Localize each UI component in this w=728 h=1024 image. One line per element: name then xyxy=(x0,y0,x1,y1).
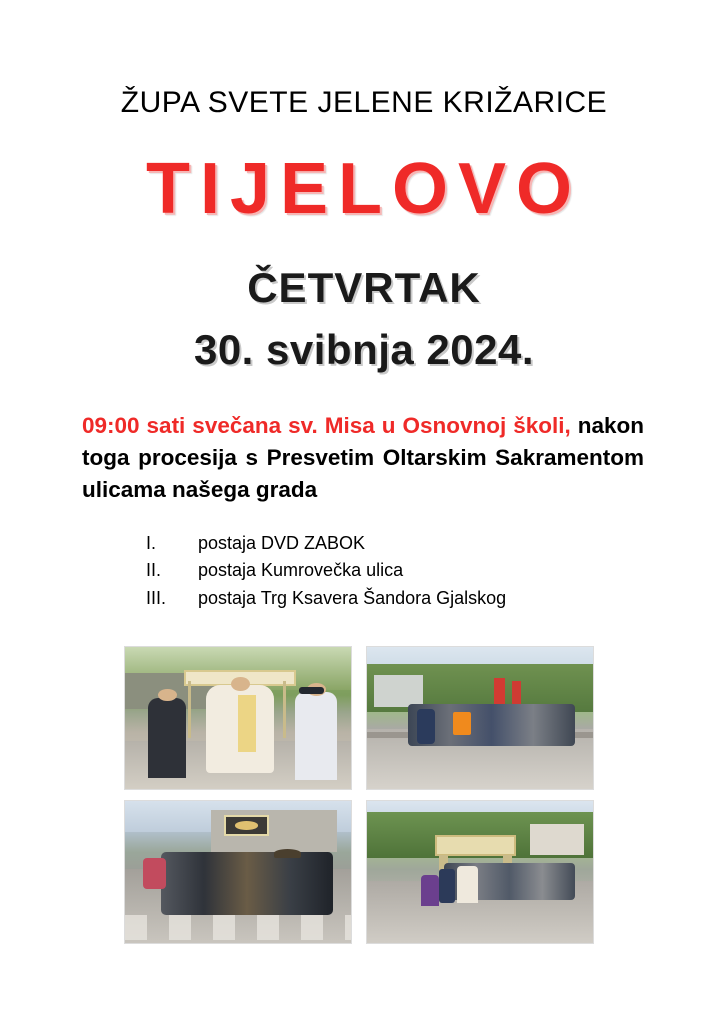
station-label: postaja Kumrovečka ulica xyxy=(198,560,404,581)
photo-street-with-flags xyxy=(366,646,594,790)
photo-grid xyxy=(124,646,604,944)
station-label: postaja Trg Ksavera Šandora Gjalskog xyxy=(198,587,507,608)
photo-officer xyxy=(417,709,435,743)
photo-safety-vest xyxy=(453,712,471,735)
list-item xyxy=(146,585,684,612)
date-heading: 30. svibnja 2024. xyxy=(193,326,535,373)
station-numeral: II. xyxy=(146,560,162,581)
station-label: postaja DVD ZABOK xyxy=(198,532,366,553)
photo-person-in-red xyxy=(143,858,166,889)
photo-cap xyxy=(299,687,324,694)
photo-priest-figure xyxy=(457,866,477,903)
photo-men-crosswalk xyxy=(124,800,352,944)
list-item xyxy=(146,557,684,584)
station-numeral: I. xyxy=(146,532,157,553)
list-item xyxy=(146,530,684,557)
photo-group-of-men xyxy=(161,852,333,914)
parish-title: ŽUPA SVETE JELENE KRIŽARICE xyxy=(120,86,608,119)
program-paragraph xyxy=(44,374,684,506)
procession-text: nakon toga procesija s Presvetim Oltarskim Sakramentom ulicama našega grada xyxy=(82,413,644,502)
photo-flag xyxy=(512,681,521,704)
photo-person-left xyxy=(148,698,186,778)
photo-altar-server xyxy=(421,875,439,906)
photo-canopy-pole xyxy=(188,681,191,738)
photo-canopy-procession xyxy=(366,800,594,944)
photo-canopy-pole xyxy=(283,681,286,738)
photo-officer xyxy=(439,869,455,903)
photo-building xyxy=(374,675,424,706)
weekday-heading: ČETVRTAK xyxy=(247,264,481,311)
photo-hat xyxy=(274,849,301,858)
stations-list xyxy=(44,506,684,612)
photo-house xyxy=(530,824,584,855)
photo-flag xyxy=(494,678,505,704)
photo-canopy xyxy=(435,835,516,856)
station-numeral: III. xyxy=(146,587,167,608)
photo-person-right xyxy=(295,692,338,780)
photo-procession-priest xyxy=(124,646,352,790)
mass-time-text: 09:00 sati svečana sv. Misa u Osnovnoj školi, xyxy=(82,413,571,438)
photo-crosswalk-stripes xyxy=(125,915,351,941)
photo-vestment-detail xyxy=(238,695,256,752)
feast-title: TIJELOVO xyxy=(145,149,583,229)
photo-shop-sign xyxy=(224,815,269,836)
